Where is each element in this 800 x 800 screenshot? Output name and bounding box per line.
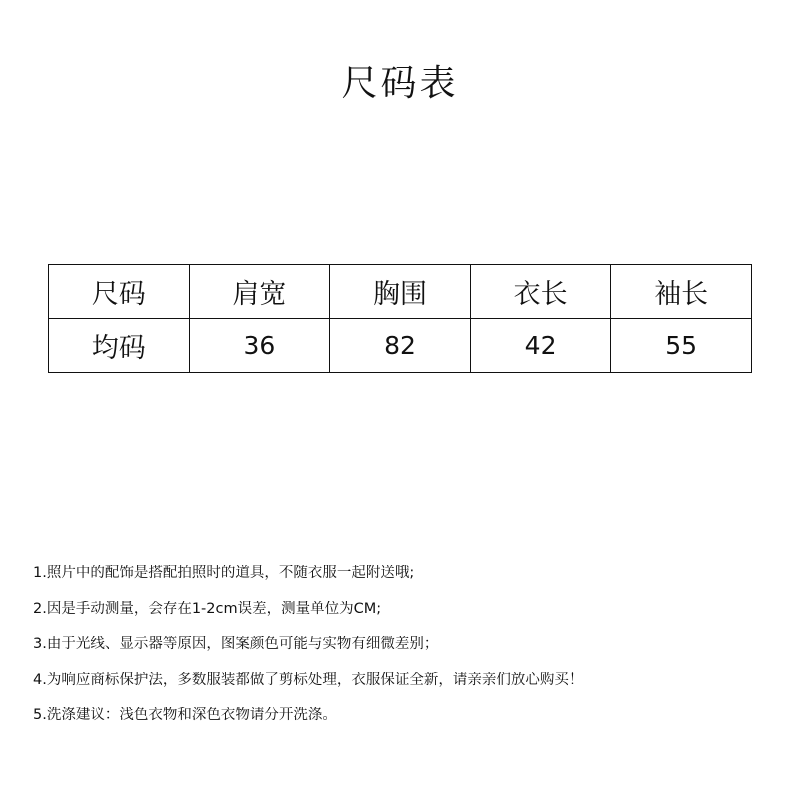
table-row: [49, 319, 752, 373]
note-item: 1.照片中的配饰是搭配拍照时的道具，不随衣服一起附送哦;: [33, 565, 415, 581]
header-length: 衣长: [470, 265, 611, 319]
cell-sleeve-length: 55: [611, 319, 752, 373]
cell-length: 42: [470, 319, 611, 373]
note-item: 3.由于光线、显示器等原因，图案颜色可能与实物有细微差别；: [33, 636, 439, 652]
size-table: [48, 264, 752, 373]
cell-size: 均码: [49, 319, 190, 373]
header-size: 尺码: [49, 265, 190, 319]
header-shoulder-width: 肩宽: [189, 265, 330, 319]
header-sleeve-length: 袖长: [611, 265, 752, 319]
note-item: 5.洗涤建议：浅色衣物和深色衣物请分开洗涤。: [33, 707, 337, 723]
page-title: 尺码表: [341, 63, 459, 104]
note-item: 4.为响应商标保护法，多数服装都做了剪标处理，衣服保证全新，请亲亲们放心购买！: [33, 671, 584, 688]
cell-bust: 82: [330, 319, 471, 373]
notes-list: [33, 565, 793, 743]
cell-shoulder-width: 36: [189, 319, 330, 373]
header-bust: 胸围: [330, 265, 471, 319]
table-header-row: [49, 265, 752, 319]
note-item: 2.因是手动测量，会存在1-2cm误差，测量单位为CM;: [33, 600, 382, 617]
